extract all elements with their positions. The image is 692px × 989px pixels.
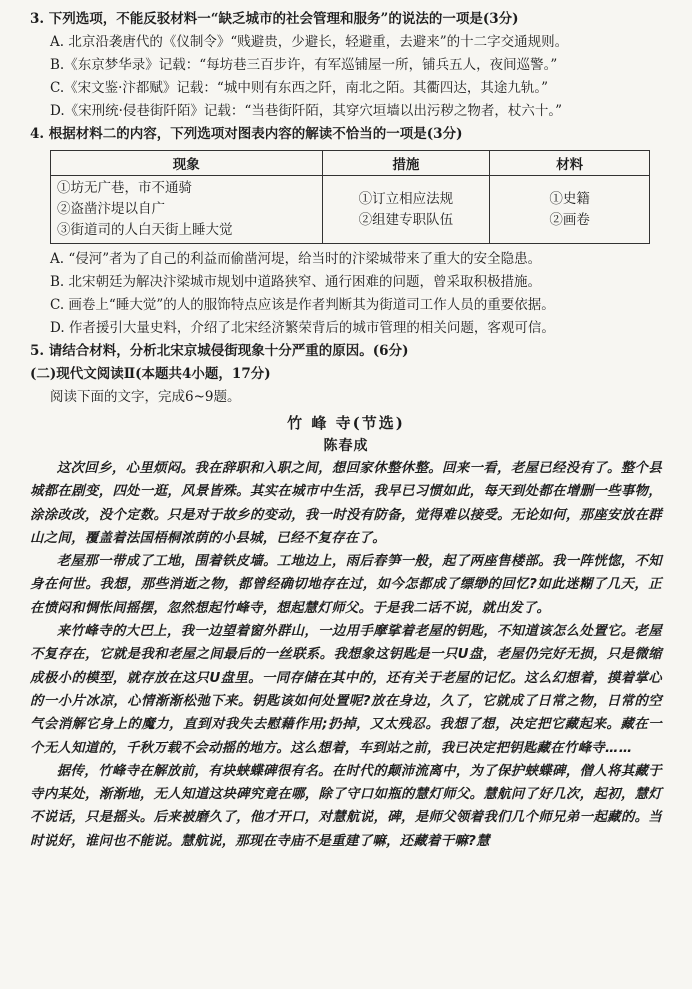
question-4-table	[50, 150, 650, 244]
passage-paragraph-4: 据传，竹峰寺在解放前，有块蛱蝶碑很有名。在时代的颠沛流离中，为了保护蛱蝶碑，僧人将其藏于寺内某处，渐渐地，无人知道这块碑究竟在哪，除了守口如瓶的慧灯师父。慧航问了好几次，起初，慧灯不说话，只是摇头。后来被磨久了，他才开口，对慧航说，碑，是师父领着我们几个师兄弟一起藏的。当时说好，谁问也不能说。慧航说，那现在寺庙不是重建了嘛，还藏着干嘛?慧	[30, 763, 662, 849]
measure-2: ②组建专职队伍	[358, 211, 454, 228]
table-cell-materials	[490, 176, 650, 244]
passage-paragraph-1: 这次回乡，心里烦闷。我在辞职和入职之间，想回家休整休整。回来一看，老屋已经没有了。整个县城都在剧变，四处一逛，风景皆殊。其实在城市中生活，我早已习惯如此，每天到处都在增删一些事物，涂涂改改，没个定数。只是对于故乡的变动，我一时没有防备，觉得难以接受。无论如何，那座安放在群山之间，覆盖着法国梧桐浓荫的小县城，已经不复存在了。	[30, 461, 662, 546]
question-3-stem: 3. 下列选项，不能反驳材料一“缺乏城市的社会管理和服务”的说法的一项是(3分)	[30, 11, 519, 27]
phenomenon-1: ①坊无广巷，市不通骑	[57, 180, 192, 196]
phenomenon-3: ③街道司的人白天街上睡大觉	[57, 222, 233, 238]
question-4-option-a: A. “侵河”者为了自己的利益而偷凿河堤，给当时的汴梁城带来了重大的安全隐患。	[50, 251, 542, 267]
question-3-option-b: B.《东京梦华录》记载：“每坊巷三百步许，有军巡铺屋一所，铺兵五人，夜间巡警。”	[50, 57, 558, 73]
passage-author: 陈春成	[323, 438, 369, 454]
measure-1: ①订立相应法规	[358, 190, 454, 207]
section-heading: (二)现代文阅读Ⅱ(本题共4小题，17分)	[30, 366, 271, 382]
question-5-stem: 5. 请结合材料，分析北宋京城侵街现象十分严重的原因。(6分)	[30, 343, 409, 359]
question-4-stem: 4. 根据材料二的内容，下列选项对图表内容的解读不恰当的一项是(3分)	[30, 126, 463, 142]
phenomenon-2: ②盗凿汴堤以自广	[57, 201, 165, 217]
passage-title: 竹 峰 寺(节选)	[287, 414, 405, 432]
question-4-option-b: B. 北宋朝廷为解决汴梁城市规划中道路狭窄、通行困难的问题，曾采取积极措施。	[50, 274, 542, 290]
question-3-option-a: A. 北京沿袭唐代的《仪制令》“贱避贵，少避长，轻避重，去避来”的十二字交通规则。	[50, 34, 569, 50]
reading-instruction: 阅读下面的文字，完成6~9题。	[50, 389, 241, 405]
table-cell-phenomena	[51, 176, 323, 244]
table-cell-measures	[322, 176, 490, 244]
material-2: ②画卷	[549, 211, 590, 228]
material-1: ①史籍	[549, 190, 590, 207]
question-3-option-d: D.《宋刑统·侵巷街阡陌》记载：“当巷街阡陌，其穿穴垣墙以出污秽之物者，杖六十。”	[50, 103, 562, 119]
passage-paragraph-3: 来竹峰寺的大巴上，我一边望着窗外群山，一边用手摩挲着老屋的钥匙，不知道该怎么处置它。老屋不复存在，它就是我和老屋之间最后的一丝联系。我想象这钥匙是一只U盘，老屋仍完好无损，只是微缩成极小的模型，就存放在这只U盘里。一同存储在其中的，还有关于老屋的记忆。这么幻想着，摸着掌心的一小片冰凉，心情渐渐松弛下来。钥匙该如何处置呢?放在身边，久了，它就成了日常之物，日常的空气会消解它身上的魔力，直到对我失去慰藉作用;扔掉，又太残忍。我想了想，决定把它藏起来。藏在一个无人知道的，千秋万载不会动摇的地方。这么想着，车到站之前，我已决定把钥匙藏在竹峰寺……	[30, 624, 662, 756]
passage-paragraph-2: 老屋那一带成了工地，围着铁皮墙。工地边上，雨后春笋一般，起了两座售楼部。我一阵恍惚，不知身在何世。我想，那些消逝之物，都曾经确切地存在过，如今怎都成了缥缈的回忆?如此迷糊了几天，正在愤闷和惆怅间摇摆，忽然想起竹峰寺，想起慧灯师父。于是我二话不说，就出发了。	[30, 554, 662, 616]
question-4-option-c: C. 画卷上“睡大觉”的人的服饰特点应该是作者判断其为街道司工作人员的重要依据。	[50, 297, 555, 313]
table-header-measure: 措施	[322, 151, 490, 176]
table-header-phenomenon: 现象	[51, 151, 323, 176]
question-4-option-d: D. 作者援引大量史料，介绍了北宋经济繁荣背后的城市管理的相关问题，客观可信。	[50, 320, 555, 336]
table-header-material: 材料	[490, 151, 650, 176]
question-3-option-c: C.《宋文鉴·汴都赋》记载：“城中则有东西之阡，南北之陌。其衢四达，其途九轨。”	[50, 80, 548, 96]
